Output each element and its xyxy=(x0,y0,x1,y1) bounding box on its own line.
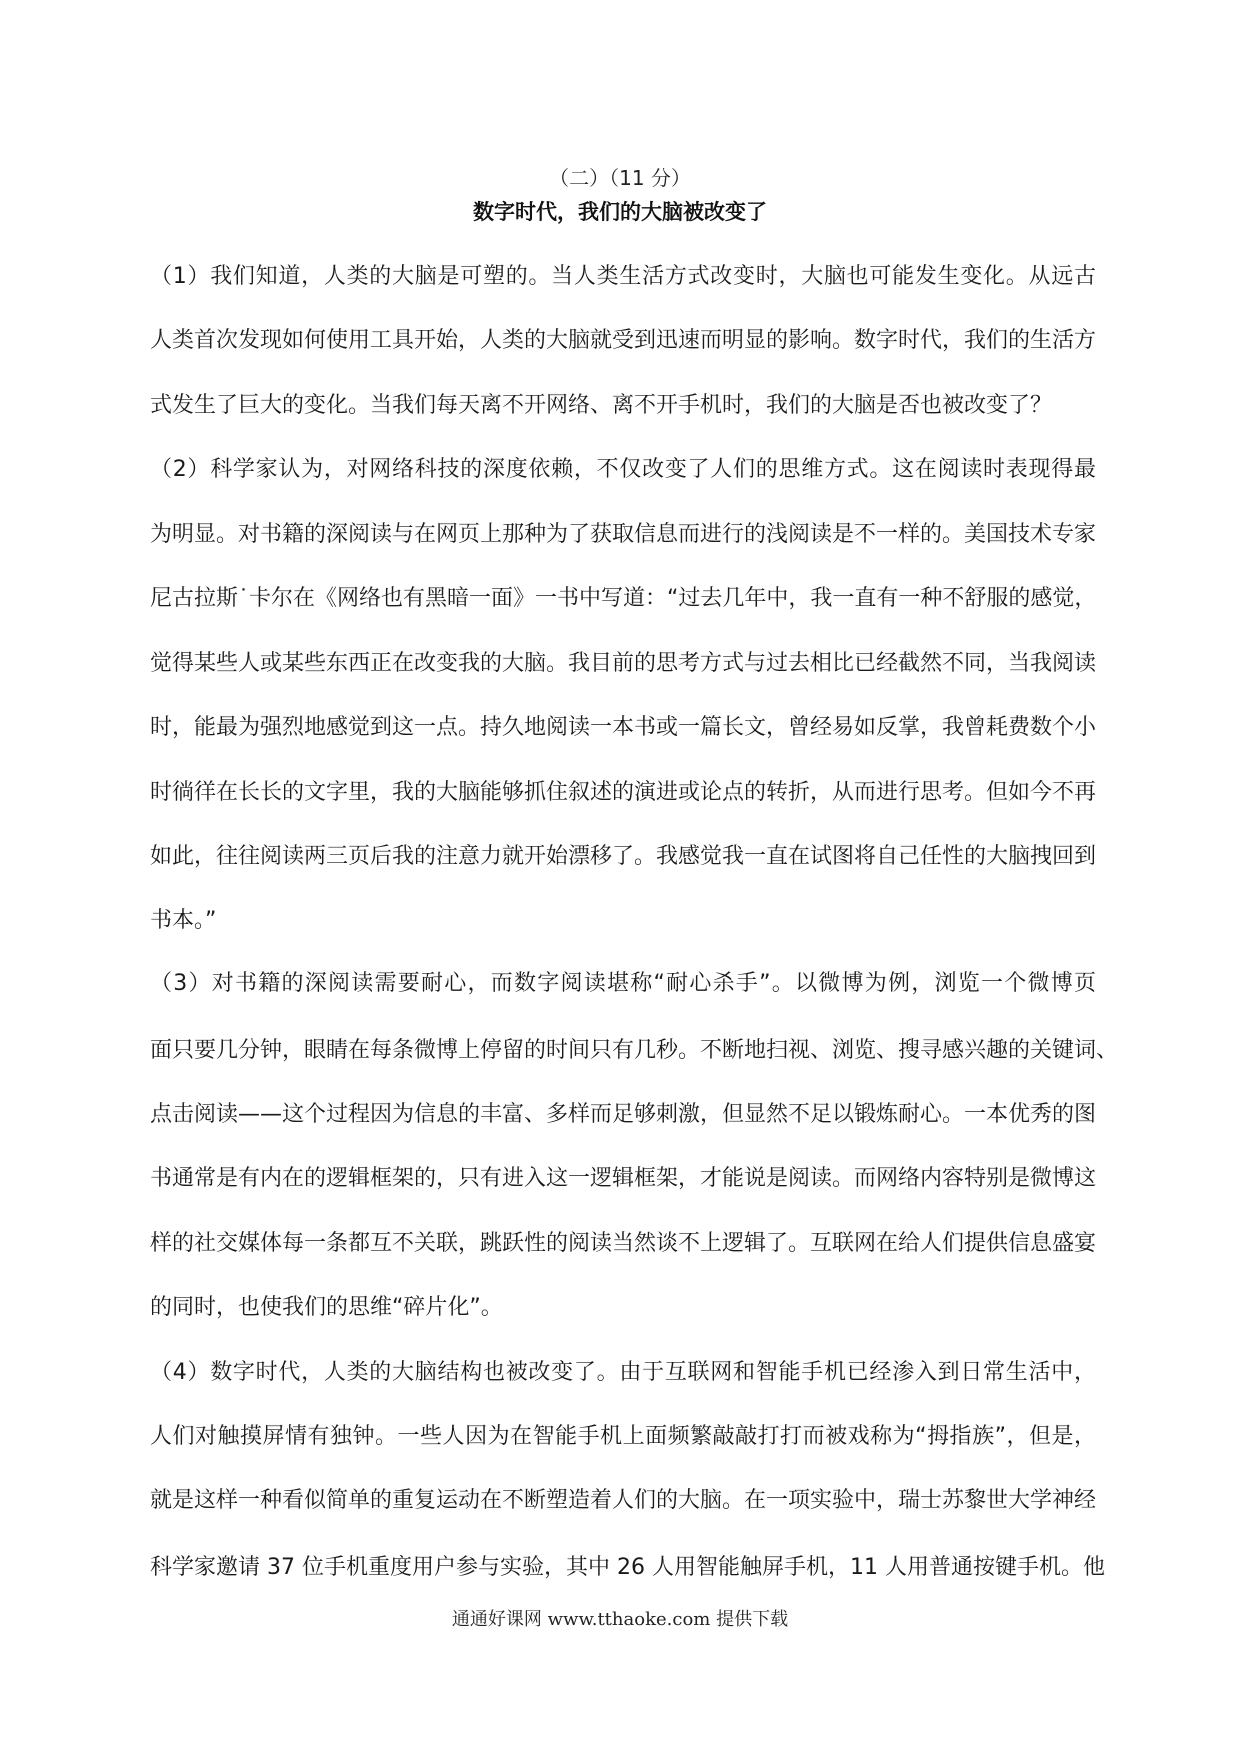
paragraph-2-line-2: 为明显。对书籍的深阅读与在网页上那种为了获取信息而进行的浅阅读是不一样的。美国技术专家 xyxy=(150,522,1097,547)
paragraph-3-line-3: 点击阅读——这个过程因为信息的丰富、多样而足够刺激，但显然不足以锻炼耐心。一本优秀的图 xyxy=(150,1102,1097,1127)
paragraph-4-line-2: 人们对触摸屏情有独钟。一些人因为在智能手机上面频繁敲敲打打而被戏称为“拇指族”，但是， xyxy=(150,1424,1096,1449)
paragraph-2-line-5: 时，能最为强烈地感觉到这一点。持久地阅读一本书或一篇长文，曾经易如反掌，我曾耗费数个小 xyxy=(150,715,1097,740)
paragraph-3-line-4: 书通常是有内在的逻辑框架的，只有进入这一逻辑框架，才能说是阅读。而网络内容特别是微博这 xyxy=(150,1166,1097,1191)
paragraph-3-line-5: 样的社交媒体每一条都互不关联，跳跃性的阅读当然谈不上逻辑了。互联网在给人们提供信息盛宴 xyxy=(150,1231,1097,1256)
page-footer: 通通好课网 www.tthaoke.com 提供下载 xyxy=(451,1609,789,1630)
paragraph-4-line-4: 科学家邀请 37 位手机重度用户参与实验，其中 26 人用智能触屏手机，11 人用普通按键手机。他 xyxy=(150,1555,1105,1580)
paragraph-1-line-1: （1）我们知道，人类的大脑是可塑的。当人类生活方式改变时，大脑也可能发生变化。从远古 xyxy=(150,264,1096,289)
paragraph-3-line-2: 面只要几分钟，眼睛在每条微博上停留的时间只有几秒。不断地扫视、浏览、搜寻感兴趣的关键词、 xyxy=(150,1038,1119,1063)
paragraph-2-line-8: 书本。” xyxy=(150,908,217,933)
paragraph-1-line-3: 式发生了巨大的变化。当我们每天离不开网络、离不开手机时，我们的大脑是否也被改变了？ xyxy=(150,393,1053,418)
paragraph-3-line-1: （3）对书籍的深阅读需要耐心，而数字阅读堪称“耐心杀手”。以微博为例，浏览一个微博页 xyxy=(150,971,1096,996)
paragraph-3-line-6: 的同时，也使我们的思维“碎片化”。 xyxy=(150,1295,503,1320)
article-title: 数字时代，我们的大脑被改变了 xyxy=(473,200,767,224)
paragraph-2-line-3: 尼古拉斯˙卡尔在《网络也有黑暗一面》一书中写道：“过去几年中，我一直有一种不舒服的感觉， xyxy=(150,586,1097,611)
section-label: （二）（11 分） xyxy=(549,166,691,190)
paragraph-1-line-2: 人类首次发现如何使用工具开始，人类的大脑就受到迅速而明显的影响。数字时代，我们的生活方 xyxy=(150,328,1097,353)
paragraph-2-line-6: 时徜徉在长长的文字里，我的大脑能够抓住叙述的演进或论点的转折，从而进行思考。但如今不再 xyxy=(150,780,1097,805)
paragraph-4-line-3: 就是这样一种看似简单的重复运动在不断塑造着人们的大脑。在一项实验中，瑞士苏黎世大学神经 xyxy=(150,1488,1097,1513)
paragraph-2-line-4: 觉得某些人或某些东西正在改变我的大脑。我目前的思考方式与过去相比已经截然不同，当我阅读 xyxy=(150,651,1097,676)
paragraph-2-line-1: （2）科学家认为，对网络科技的深度依赖，不仅改变了人们的思维方式。这在阅读时表现得最 xyxy=(150,457,1096,482)
paragraph-4-line-1: （4）数字时代，人类的大脑结构也被改变了。由于互联网和智能手机已经渗入到日常生活中， xyxy=(150,1360,1096,1385)
paragraph-2-line-7: 如此，往往阅读两三页后我的注意力就开始漂移了。我感觉我一直在试图将自己任性的大脑拽回到 xyxy=(150,844,1097,869)
